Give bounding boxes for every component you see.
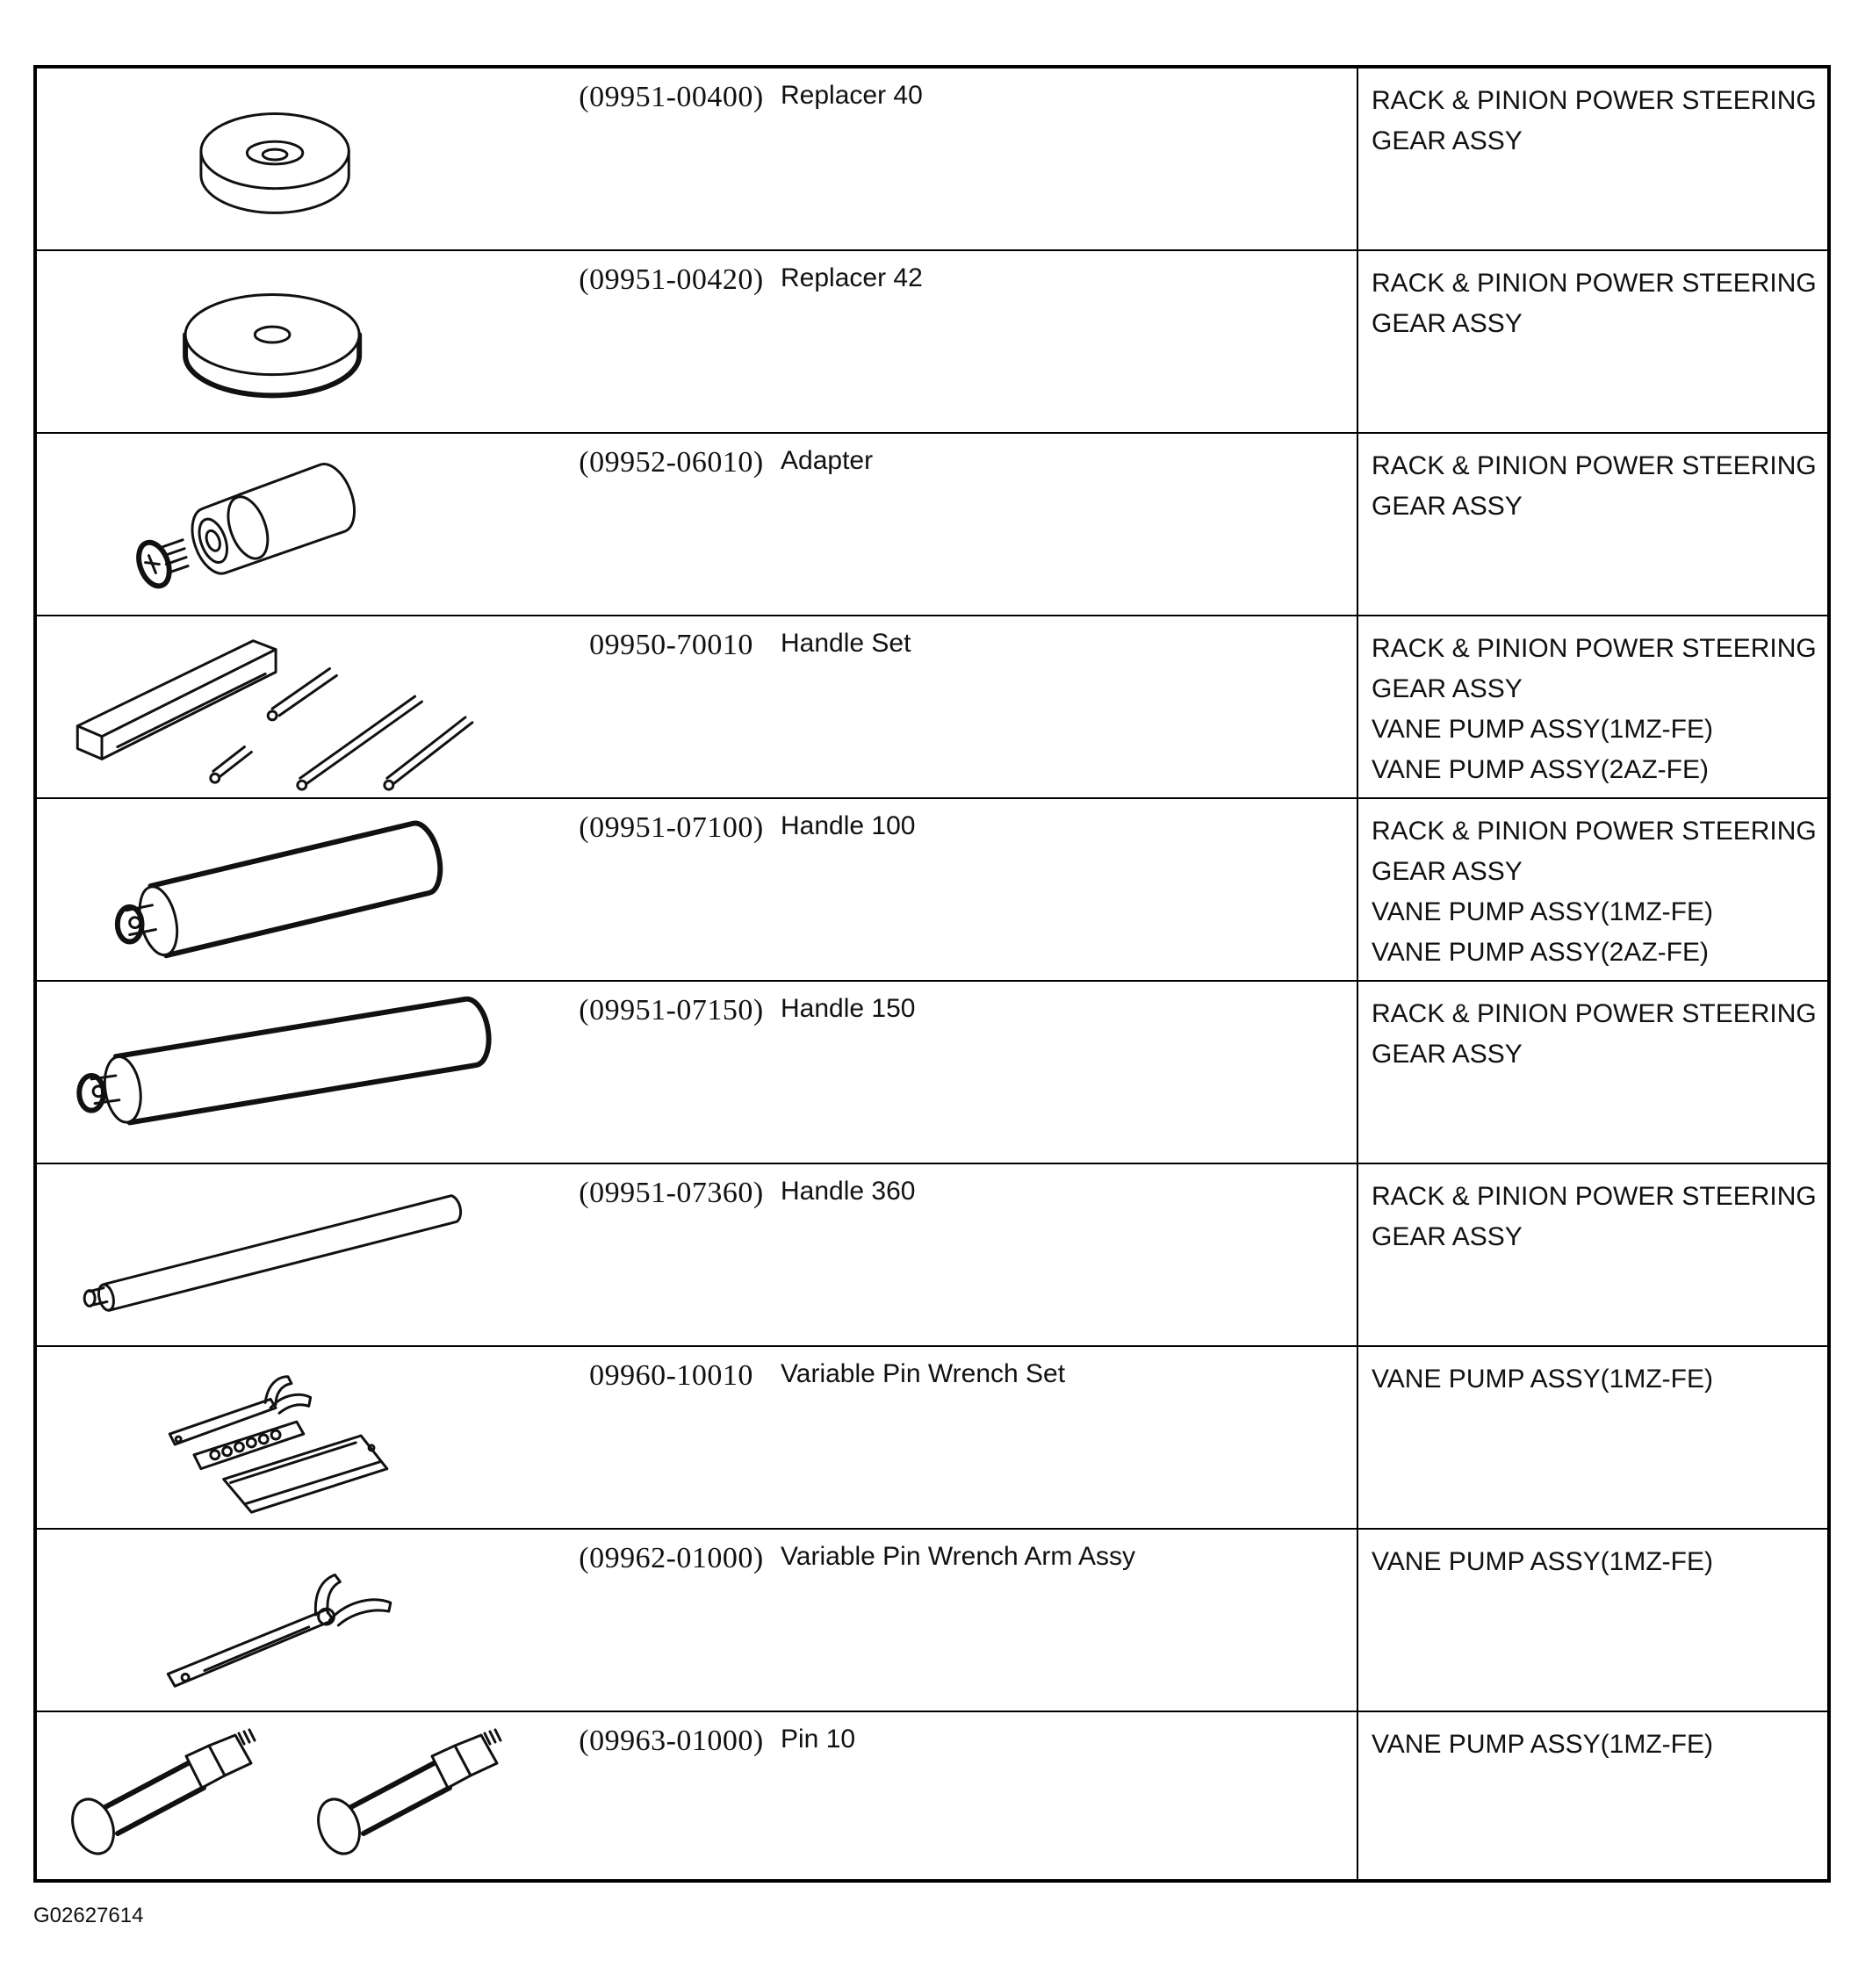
part-number: (09951-07100) (579, 811, 764, 844)
table-row (37, 1164, 1827, 1347)
part-number: (09962-01000) (579, 1542, 764, 1574)
table-row (37, 434, 1827, 616)
table-row (37, 68, 1827, 251)
use-line: VANE PUMP ASSY(1MZ-FE) (1372, 897, 1713, 926)
tool-name: Variable Pin Wrench Arm Assy (781, 1542, 1136, 1571)
tool-uses (1372, 1359, 1837, 1400)
part-number: (09951-00400) (579, 81, 764, 113)
tool-name: Variable Pin Wrench Set (781, 1359, 1066, 1388)
tool-name: Adapter (781, 446, 874, 475)
use-line: GEAR ASSY (1372, 674, 1523, 703)
use-line: RACK & PINION POWER STEERING (1372, 1182, 1817, 1211)
tool-uses (1372, 1725, 1837, 1765)
tool-name: Handle 100 (781, 811, 916, 840)
table-row (37, 1530, 1827, 1712)
part-number: (09963-01000) (579, 1725, 764, 1757)
part-number: (09951-00420) (579, 263, 764, 296)
use-line: VANE PUMP ASSY(1MZ-FE) (1372, 715, 1713, 744)
tool-uses (1372, 81, 1837, 162)
use-line: GEAR ASSY (1372, 1040, 1523, 1069)
tool-name: Handle 360 (781, 1177, 916, 1206)
replacer-42-icon (37, 251, 529, 432)
tool-name: Replacer 42 (781, 263, 923, 292)
part-number: 09950-70010 (589, 629, 753, 661)
part-number: (09951-07150) (579, 994, 764, 1026)
use-line: GEAR ASSY (1372, 309, 1523, 338)
figure-id: G02627614 (33, 1904, 144, 1927)
use-line: GEAR ASSY (1372, 1222, 1523, 1251)
adapter-icon (37, 434, 529, 615)
use-line: VANE PUMP ASSY(2AZ-FE) (1372, 938, 1709, 967)
tool-uses (1372, 994, 1837, 1075)
tool-uses (1372, 263, 1837, 344)
use-line: VANE PUMP ASSY(1MZ-FE) (1372, 1365, 1713, 1394)
tool-name: Replacer 40 (781, 81, 923, 110)
part-number: (09952-06010) (579, 446, 764, 479)
handle-set-icon (37, 616, 529, 797)
table-row (37, 1712, 1827, 1879)
table-row (37, 616, 1827, 799)
handle-100-icon (37, 799, 529, 980)
use-line: RACK & PINION POWER STEERING (1372, 999, 1817, 1028)
use-line: RACK & PINION POWER STEERING (1372, 634, 1817, 663)
use-line: VANE PUMP ASSY(1MZ-FE) (1372, 1730, 1713, 1759)
pin-10-icon (37, 1712, 529, 1879)
replacer-40-icon (37, 68, 529, 249)
tool-uses (1372, 1177, 1837, 1257)
tool-name: Handle 150 (781, 994, 916, 1023)
tool-uses (1372, 1542, 1837, 1582)
use-line: RACK & PINION POWER STEERING (1372, 86, 1817, 115)
table-row (37, 251, 1827, 434)
use-line: GEAR ASSY (1372, 857, 1523, 886)
pin-wrench-arm-icon (37, 1530, 529, 1711)
use-line: VANE PUMP ASSY(2AZ-FE) (1372, 755, 1709, 784)
handle-360-icon (37, 1164, 529, 1345)
table-row (37, 799, 1827, 982)
use-line: RACK & PINION POWER STEERING (1372, 269, 1817, 298)
use-line: RACK & PINION POWER STEERING (1372, 451, 1817, 480)
tool-uses (1372, 629, 1837, 790)
tool-uses (1372, 811, 1837, 973)
part-number: 09960-10010 (589, 1359, 753, 1392)
use-line: GEAR ASSY (1372, 492, 1523, 521)
handle-150-icon (37, 982, 529, 1163)
use-line: RACK & PINION POWER STEERING (1372, 817, 1817, 846)
use-line: VANE PUMP ASSY(1MZ-FE) (1372, 1547, 1713, 1576)
part-number: (09951-07360) (579, 1177, 764, 1209)
tool-name: Handle Set (781, 629, 911, 658)
special-tools-table (33, 65, 1831, 1883)
use-line: GEAR ASSY (1372, 126, 1523, 155)
table-row (37, 1347, 1827, 1530)
table-row (37, 982, 1827, 1164)
pin-wrench-set-icon (37, 1347, 529, 1528)
tool-name: Pin 10 (781, 1725, 856, 1754)
tool-uses (1372, 446, 1837, 527)
